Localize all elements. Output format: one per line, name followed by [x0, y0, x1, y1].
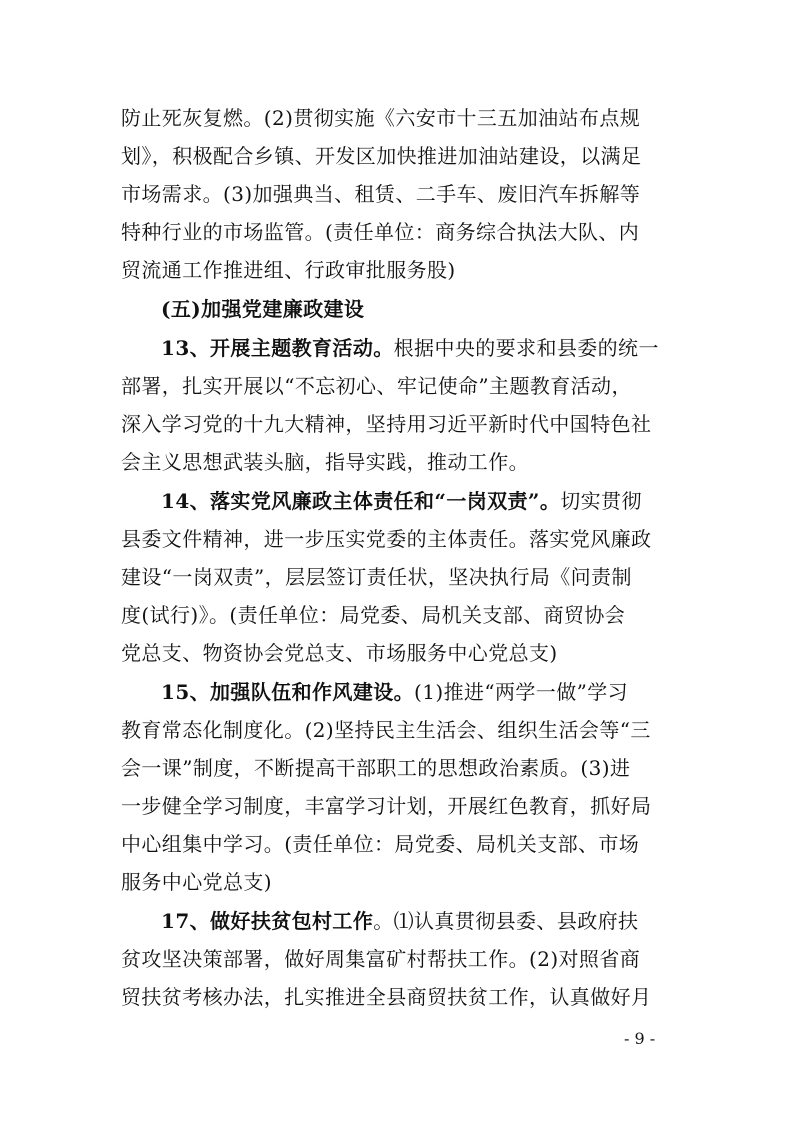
- item-13-title: 13、开展主题教育活动。: [161, 336, 394, 360]
- item-14-text: 切实贯彻: [560, 489, 642, 513]
- paragraph-line: 度(试行)》。(责任单位：局党委、局机关支部、商贸协会: [121, 603, 626, 627]
- item-15-first-line: [161, 677, 628, 707]
- paragraph-line: 贸扶贫考核办法，扎实推进全县商贸扶贫工作，认真做好月: [121, 985, 652, 1009]
- item-14-first-line: [161, 486, 642, 516]
- paragraph-line: 划》，积极配合乡镇、开发区加快推进加油站建设，以满足: [121, 144, 642, 168]
- paragraph-line: 服务中心党总支): [121, 870, 273, 894]
- paragraph-line: 党总支、物资协会党总支、市场服务中心党总支): [121, 641, 558, 665]
- item-17-text: 。⑴认真贯彻县委、县政府扶: [373, 909, 639, 933]
- section-heading: (五)加强党建廉政建设: [161, 297, 365, 321]
- paragraph-line: 会主义思想武装头脑，指导实践，推动工作。: [121, 450, 529, 474]
- paragraph-line: 一步健全学习制度，丰富学习计划，开展红色教育，抓好局: [121, 794, 652, 818]
- paragraph-line: 贸流通工作推进组、行政审批服务股): [121, 258, 456, 282]
- item-17-title: 17、做好扶贫包村工作: [161, 909, 374, 933]
- paragraph-line: 会一课”制度，不断提高干部职工的思想政治素质。(3)进: [121, 756, 631, 780]
- paragraph-line: 部署，扎实开展以“不忘初心、牢记使命”主题教育活动，: [121, 374, 632, 398]
- paragraph-line: 特种行业的市场监管。(责任单位：商务综合执法大队、内: [121, 220, 640, 244]
- page-number: - 9 -: [624, 1029, 656, 1048]
- item-13-text: 根据中央的要求和县委的统一: [393, 336, 659, 360]
- paragraph-line: 县委文件精神，进一步压实党委的主体责任。落实党风廉政: [121, 527, 652, 551]
- paragraph-line: 防止死灰复燃。(2)贯彻实施《六安市十三五加油站布点规: [121, 106, 641, 130]
- item-17-first-line: [161, 906, 638, 936]
- paragraph-line: 中心组集中学习。(责任单位：局党委、局机关支部、市场: [121, 832, 640, 856]
- item-14-title: 14、落实党风廉政主体责任和“一岗双责”。: [161, 489, 561, 513]
- paragraph-line: 贫攻坚决策部署，做好周集富矿村帮扶工作。(2)对照省商: [121, 947, 641, 971]
- paragraph-line: 深入学习党的十九大精神，坚持用习近平新时代中国特色社: [121, 412, 652, 436]
- paragraph-line: 建设“一岗双责”，层层签订责任状，坚决执行局《问责制: [121, 565, 632, 589]
- item-13-first-line: [161, 333, 659, 363]
- item-15-text: (1)推进“两学一做”学习: [414, 680, 629, 704]
- paragraph-line: 教育常态化制度化。(2)坚持民主生活会、组织生活会等“三: [121, 718, 651, 742]
- item-15-title: 15、加强队伍和作风建设。: [161, 680, 415, 704]
- paragraph-line: 市场需求。(3)加强典当、租赁、二手车、废旧汽车拆解等: [121, 182, 641, 206]
